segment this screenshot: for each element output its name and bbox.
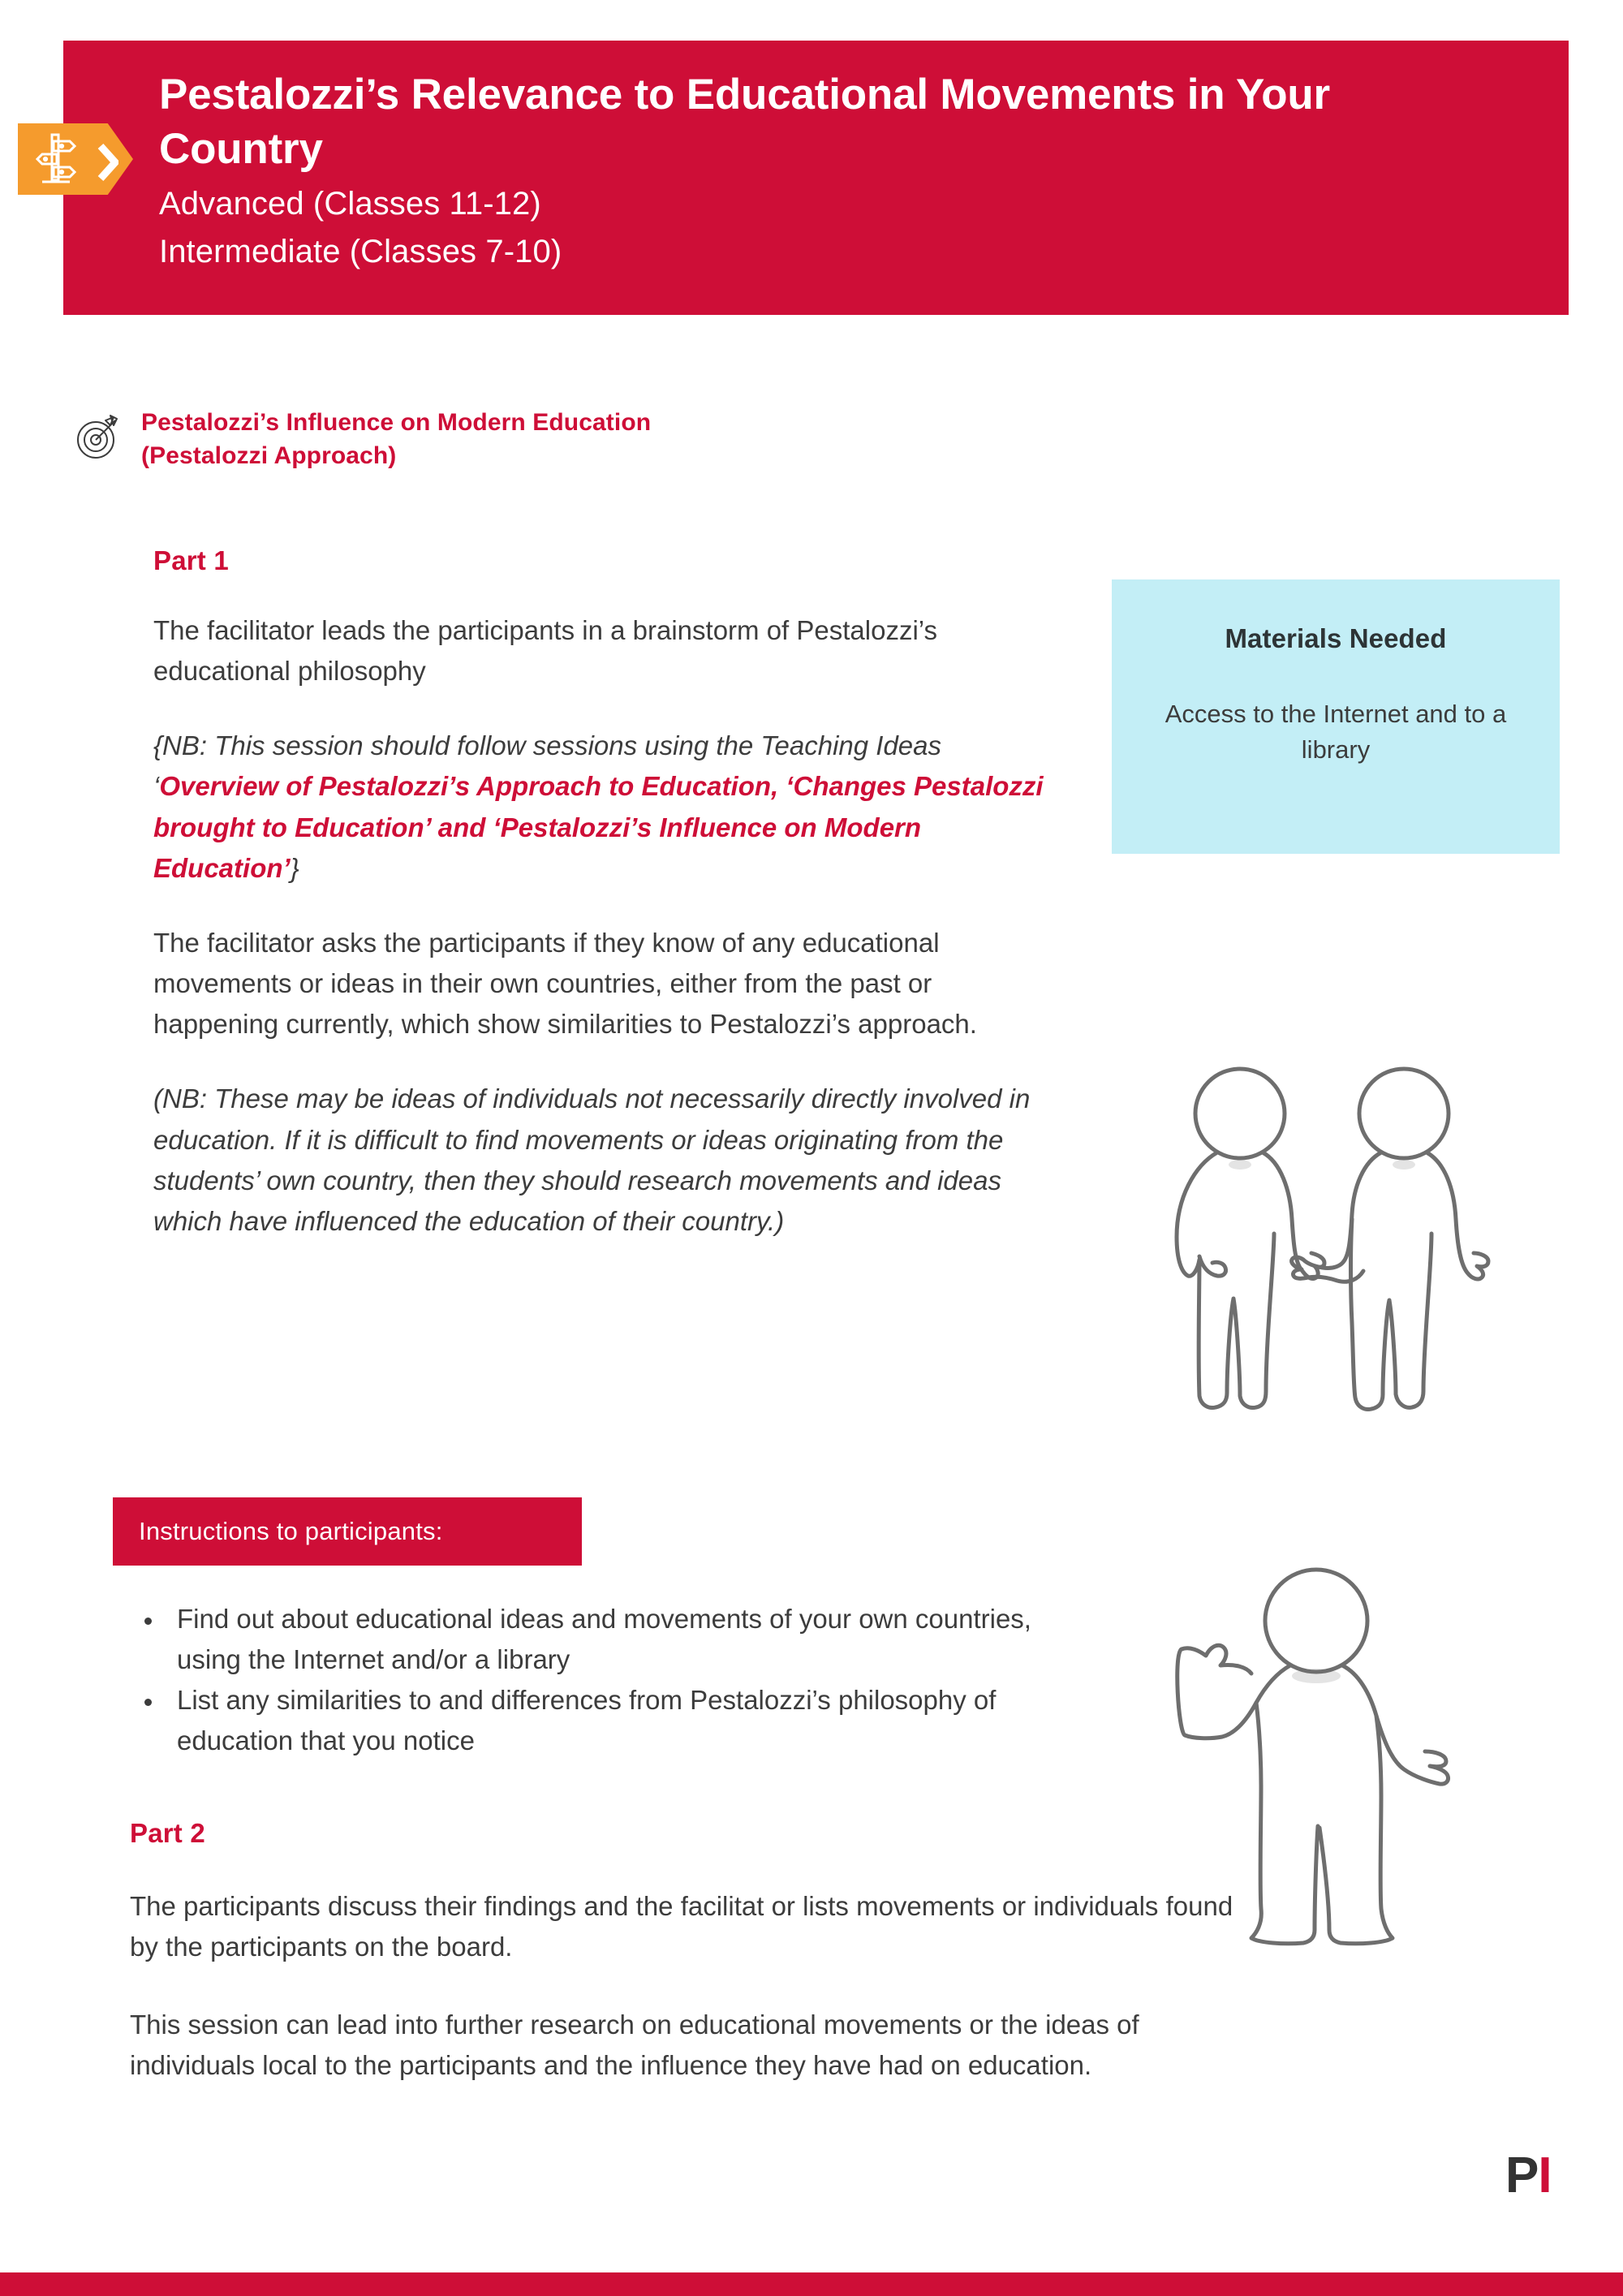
instructions-banner-label: Instructions to participants: [139,1517,443,1545]
instructions-list [122,1599,1039,1762]
part1-label: Part 1 [153,545,229,575]
materials-needed-box [1112,579,1560,854]
pi-logo-i: I [1538,2147,1552,2203]
part1-block [153,545,1054,1242]
pi-logo-p: P [1505,2147,1539,2203]
materials-needed-title: Materials Needed [1225,623,1447,653]
part2-paragraph-2: This session can lead into further research on educational movements or the ideas of individuals local to the participants and the influence they have had on education. [130,2010,1139,2081]
part1-nb-2: (NB: These may be ideas of individuals not necessarily directly involved in education. If it is difficult to find movements or ideas originating from the students’ own country, then they should research movements and ideas which have influenced the education of their country.) [153,1083,1031,1236]
part1-nb-1 [153,726,1054,889]
target-arrow-icon [73,411,123,461]
nb1-suffix: } [290,852,299,883]
footer-bar [0,2272,1623,2296]
two-people-talking-illustration [1152,1047,1518,1428]
nb1-highlight: Overview of Pestalozzi’s Approach to Education, ‘Changes Pestalozzi brought to Education’ and ‘Pestalozzi’s Influence on Modern Education’ [153,771,1044,883]
section-title-line2: (Pestalozzi Approach) [141,442,397,470]
materials-needed-text: Access to the Internet and to a library [1165,700,1507,765]
part1-paragraph-1: The facilitator leads the participants in a brainstorm of Pestalozzi’s educational philosophy [153,615,938,687]
part1-paragraph-2: The facilitator asks the participants if they know of any educational movements or ideas in their own countries, either from the past or happening currently, which show similarities to Pestalozzi’s approach. [153,927,977,1040]
header-band [63,41,1569,315]
part2-paragraph-1: The participants discuss their findings and the facilitat or lists movements or individuals found by the participants on the board. [130,1891,1233,1962]
section-header [73,406,651,473]
section-title-group [141,406,651,473]
page-title: Pestalozzi’s Relevance to Educational Movements in Your Country [159,71,1330,173]
part2-label: Part 2 [130,1818,205,1848]
list-item: • List any similarities to and differences from Pestalozzi’s philosophy of education that you notice [164,1680,1039,1761]
header-text-group [159,68,1536,273]
nb1-prefix: {NB: This session should follow sessions using the Teaching Ideas ‘ [153,730,942,802]
section-title-line1: Pestalozzi’s Influence on Modern Education [141,409,652,436]
instructions-banner [113,1497,582,1566]
chevron-right-icon [93,140,114,179]
header-level-intermediate: Intermediate (Classes 7-10) [159,233,562,269]
pi-logo [1505,2147,1552,2203]
list-item: • Find out about educational ideas and movements of your own countries, using the Internet and/or a library [164,1599,1039,1680]
header-level-advanced: Advanced (Classes 11-12) [159,185,541,222]
part2-block [130,1818,1233,2087]
